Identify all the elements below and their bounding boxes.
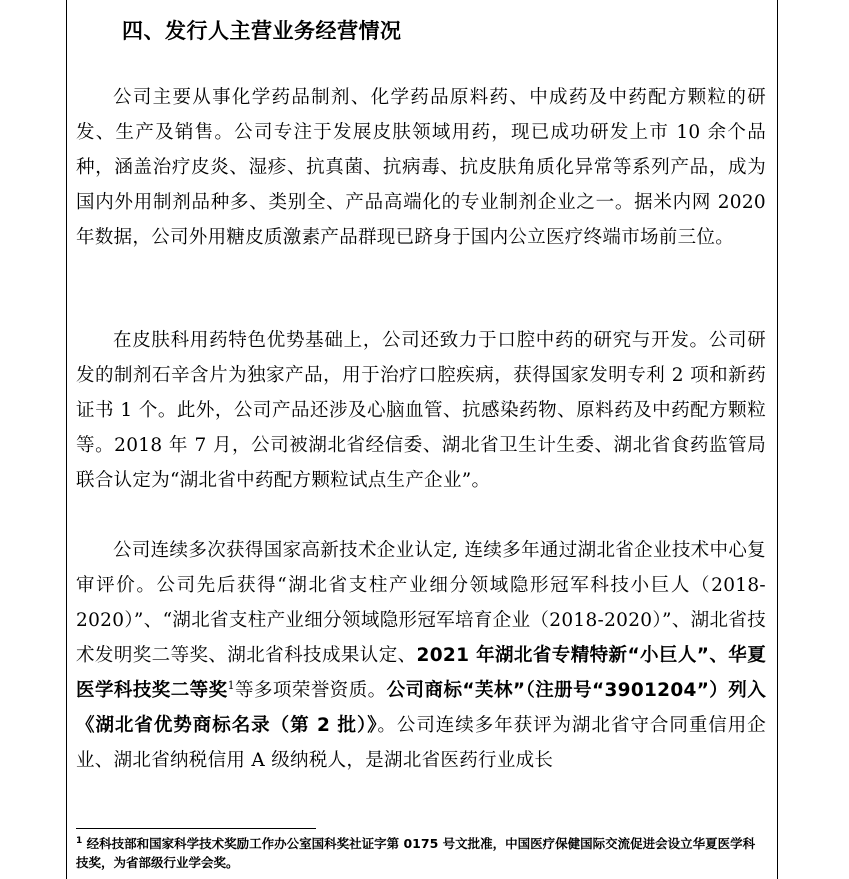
paragraph-oral-medicine: 在皮肤科用药特色优势基础上，公司还致力于口腔中药的研究与开发。公司研发的制剂石辛含片为独家产品，用于治疗口腔疾病，获得国家发明专利 2 项和新药证书 1 个。此外，公司产品还涉及心脑血管、抗感染药物、原料药及中药配方颗粒等。2018 年 7 月，公司被湖北省经信委、湖北省卫生计生委、湖北省食药监管局联合认定为“湖北省中药配方颗粒试点生产企业”。	[76, 330, 766, 491]
page-left-border	[66, 0, 67, 879]
honors-text-e: 。公司连续多年获评为湖北省守合同重信用企业、湖北省纳税信用 A 级纳税人，是湖北省医药行业成长	[76, 715, 766, 771]
footnote-text: 经科技部和国家科学技术奖励工作办公室国科奖社证字第 0175 号文批准，中国医疗保健国际交流促进会设立华夏医学科技奖，为省部级行业学会奖。	[76, 836, 756, 870]
page-right-border	[777, 0, 778, 879]
honors-bold-trademark: 公司商标“芙林”（注册号“3901204”）列入《湖北省优势商标名录（第 2 批）》	[76, 680, 766, 736]
footnote-reference[interactable]: 1	[227, 679, 235, 692]
footnote	[76, 834, 766, 872]
honors-text-a: 公司连续多次获得国家高新技术企业认定, 连续多年通过湖北省企业技术中心复审评价。公司先后获得“湖北省支柱产业细分领域隐形冠军科技小巨人（2018-2020）”、“湖北省支柱产业细分领域隐形冠军培育企业（2018-2020）”、湖北省技术发明奖二等奖、湖北省科技成果认定、	[76, 540, 766, 666]
footnote-marker: 1	[76, 836, 83, 846]
paragraph-business-overview: 公司主要从事化学药品制剂、化学药品原料药、中成药及中药配方颗粒的研发、生产及销售。公司专注于发展皮肤领域用药，现已成功研发上市 10 余个品种，涵盖治疗皮炎、湿疹、抗真菌、抗病毒、抗皮肤角质化异常等系列产品，成为国内外用制剂品种多、类别全、产品高端化的专业制剂企业之一。据米内网 2020 年数据，公司外用糖皮质激素产品群现已跻身于国内公立医疗终端市场前三位。	[76, 87, 766, 248]
paragraph-honors	[76, 533, 766, 778]
honors-text-c: 等多项荣誉资质。	[234, 680, 387, 701]
section-title: 四、发行人主营业务经营情况	[122, 19, 402, 43]
footnote-separator	[76, 828, 316, 829]
honors-bold-award: 2021 年湖北省专精特新“小巨人”、华夏医学科技奖二等奖	[76, 645, 766, 701]
